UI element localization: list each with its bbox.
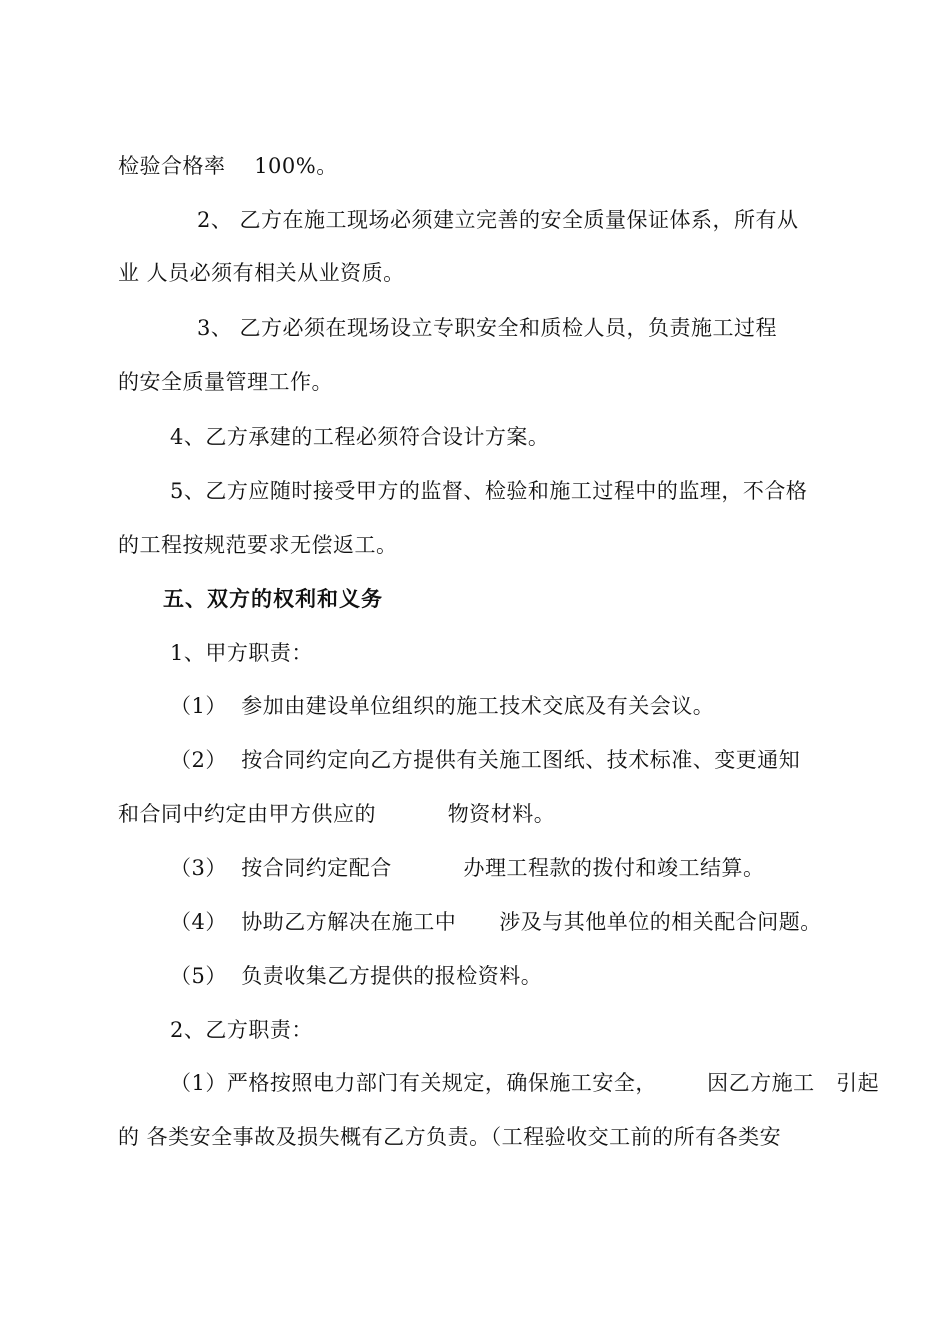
text-line-item-3-cont: 的安全质量管理工作。	[118, 370, 333, 394]
section-heading-rights-obligations: 五、双方的权利和义务	[163, 586, 383, 611]
text-line-a-duty-2-cont: 和合同中约定由甲方供应的 物资材料。	[118, 802, 556, 826]
subheading-party-a-duties: 1、甲方职责：	[170, 641, 313, 665]
text-line-item-2: 2、 乙方在施工现场必须建立完善的安全质量保证体系，所有从	[197, 208, 799, 232]
text-line-a-duty-3: （3） 按合同约定配合 办理工程款的拨付和竣工结算。	[170, 856, 765, 880]
text-line-b-duty-1-cont: 的 各类安全事故及损失概有乙方负责。（工程验收交工前的所有各类安	[118, 1125, 782, 1149]
text-line-item-3: 3、 乙方必须在现场设立专职安全和质检人员，负责施工过程	[197, 316, 778, 340]
text-line-item-5-cont: 的工程按规范要求无偿返工。	[118, 533, 398, 557]
text-line-a-duty-2: （2） 按合同约定向乙方提供有关施工图纸、技术标准、变更通知	[170, 748, 801, 772]
text-line-a-duty-4: （4） 协助乙方解决在施工中 涉及与其他单位的相关配合问题。	[170, 910, 822, 934]
text-line-a-duty-5: （5） 负责收集乙方提供的报检资料。	[170, 964, 543, 988]
subheading-party-b-duties: 2、乙方职责：	[170, 1018, 313, 1042]
text-line-a-duty-1: （1） 参加由建设单位组织的施工技术交底及有关会议。	[170, 694, 715, 718]
text-line-pass-rate: 检验合格率 100%。	[118, 154, 338, 178]
text-line-item-5: 5、乙方应随时接受甲方的监督、检验和施工过程中的监理，不合格	[170, 479, 808, 503]
text-line-b-duty-1: （1）严格按照电力部门有关规定，确保施工安全， 因乙方施工 引起	[170, 1071, 880, 1095]
text-line-item-4: 4、乙方承建的工程必须符合设计方案。	[170, 425, 550, 449]
text-line-item-2-cont: 业 人员必须有相关从业资质。	[118, 261, 405, 285]
